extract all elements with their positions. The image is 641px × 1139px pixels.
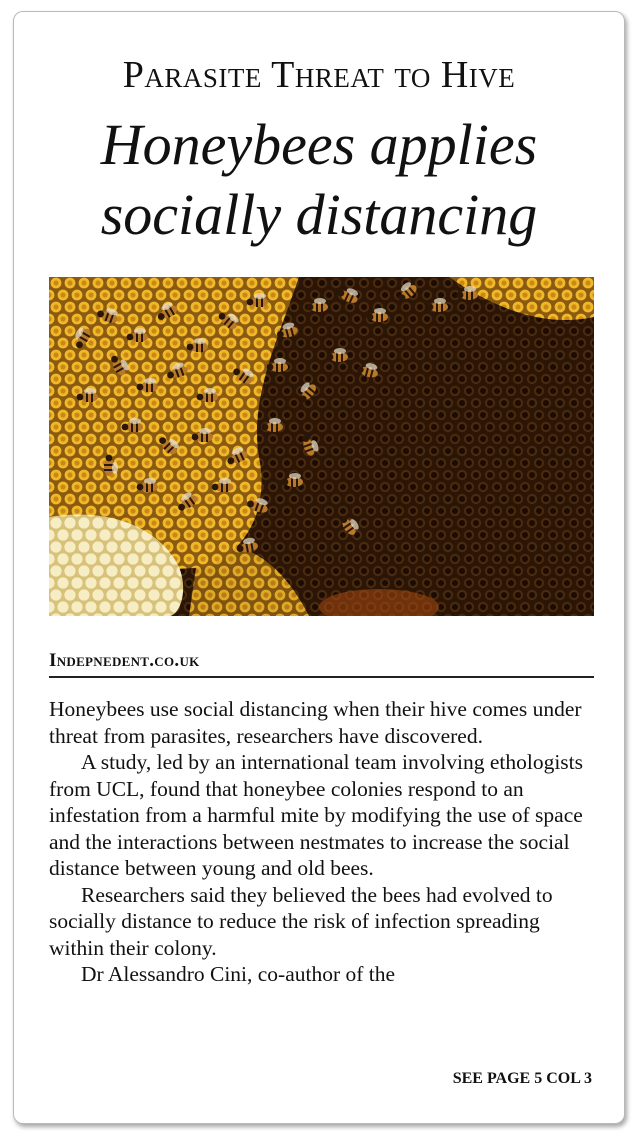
source-credit: Indepnedent.co.uk	[49, 650, 594, 678]
news-clipping-card	[13, 11, 625, 1124]
paragraph-2: A study, led by an international team involving ethologists from UCL, found that honeybee colonies respond to an infestation from a harmful mite by modifying the use of space and the interactions between nestmates to increase the social distance between young and old bees.	[49, 750, 583, 880]
paragraph-3: Researchers said they believed the bees had evolved to socially distance to reduce the risk of infection spreading within their colony.	[49, 882, 553, 960]
headline-line-2: socially distancing	[100, 182, 538, 247]
paragraph-4: Dr Alessandro Cini, co-author of the	[81, 962, 396, 986]
article-body	[49, 696, 599, 988]
headline-line-1: Honeybees applies	[100, 112, 538, 177]
continuation-reference: SEE PAGE 5 COL 3	[452, 1070, 592, 1087]
article-headline	[14, 110, 624, 250]
honeycomb-photo	[49, 277, 594, 616]
paragraph-1: Honeybees use social distancing when their hive comes under threat from parasites, researchers have discovered.	[49, 697, 582, 748]
kicker-heading: Parasite Threat to Hive	[122, 54, 516, 96]
